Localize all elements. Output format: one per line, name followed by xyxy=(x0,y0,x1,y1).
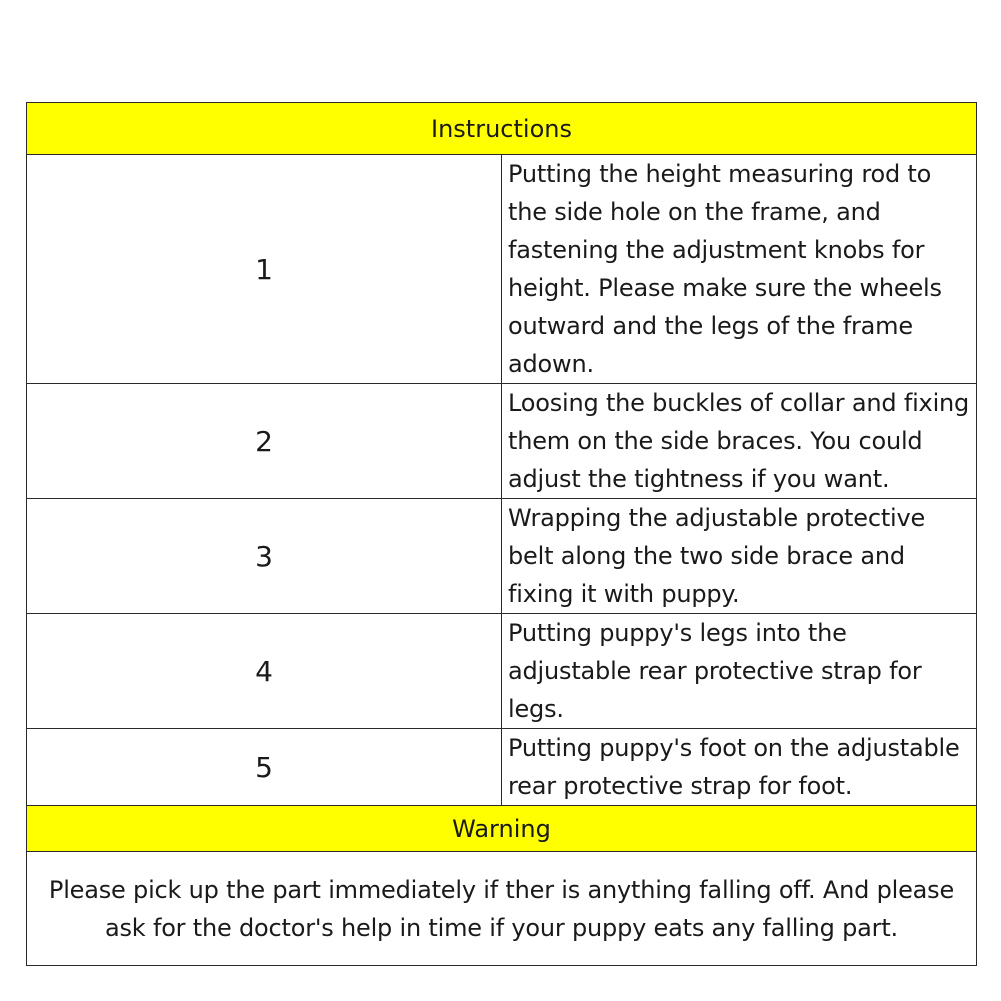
warning-text: Please pick up the part immediately if ther is anything falling off. And please ask for the doctor's help in time if your puppy eats any falling part. xyxy=(27,852,977,966)
step-number: 3 xyxy=(27,499,502,614)
step-text: Putting puppy's legs into the adjustable rear protective strap for legs. xyxy=(502,614,977,729)
step-text: Loosing the buckles of collar and fixing them on the side braces. You could adjust the tightness if you want. xyxy=(502,384,977,499)
step-number: 1 xyxy=(27,155,502,384)
step-text: Wrapping the adjustable protective belt along the two side brace and fixing it with puppy. xyxy=(502,499,977,614)
warning-header-row xyxy=(27,806,977,852)
step-row xyxy=(27,155,977,384)
instructions-header: Instructions xyxy=(27,103,977,155)
step-number: 2 xyxy=(27,384,502,499)
step-text: Putting puppy's foot on the adjustable rear protective strap for foot. xyxy=(502,729,977,806)
step-number: 4 xyxy=(27,614,502,729)
warning-header: Warning xyxy=(27,806,977,852)
step-row xyxy=(27,499,977,614)
step-row xyxy=(27,614,977,729)
instructions-table xyxy=(26,102,977,966)
step-row xyxy=(27,384,977,499)
step-row xyxy=(27,729,977,806)
step-number: 5 xyxy=(27,729,502,806)
step-text: Putting the height measuring rod to the side hole on the frame, and fastening the adjustment knobs for height. Please make sure the wheels outward and the legs of the frame adown. xyxy=(502,155,977,384)
instructions-header-row xyxy=(27,103,977,155)
warning-body-row xyxy=(27,852,977,966)
